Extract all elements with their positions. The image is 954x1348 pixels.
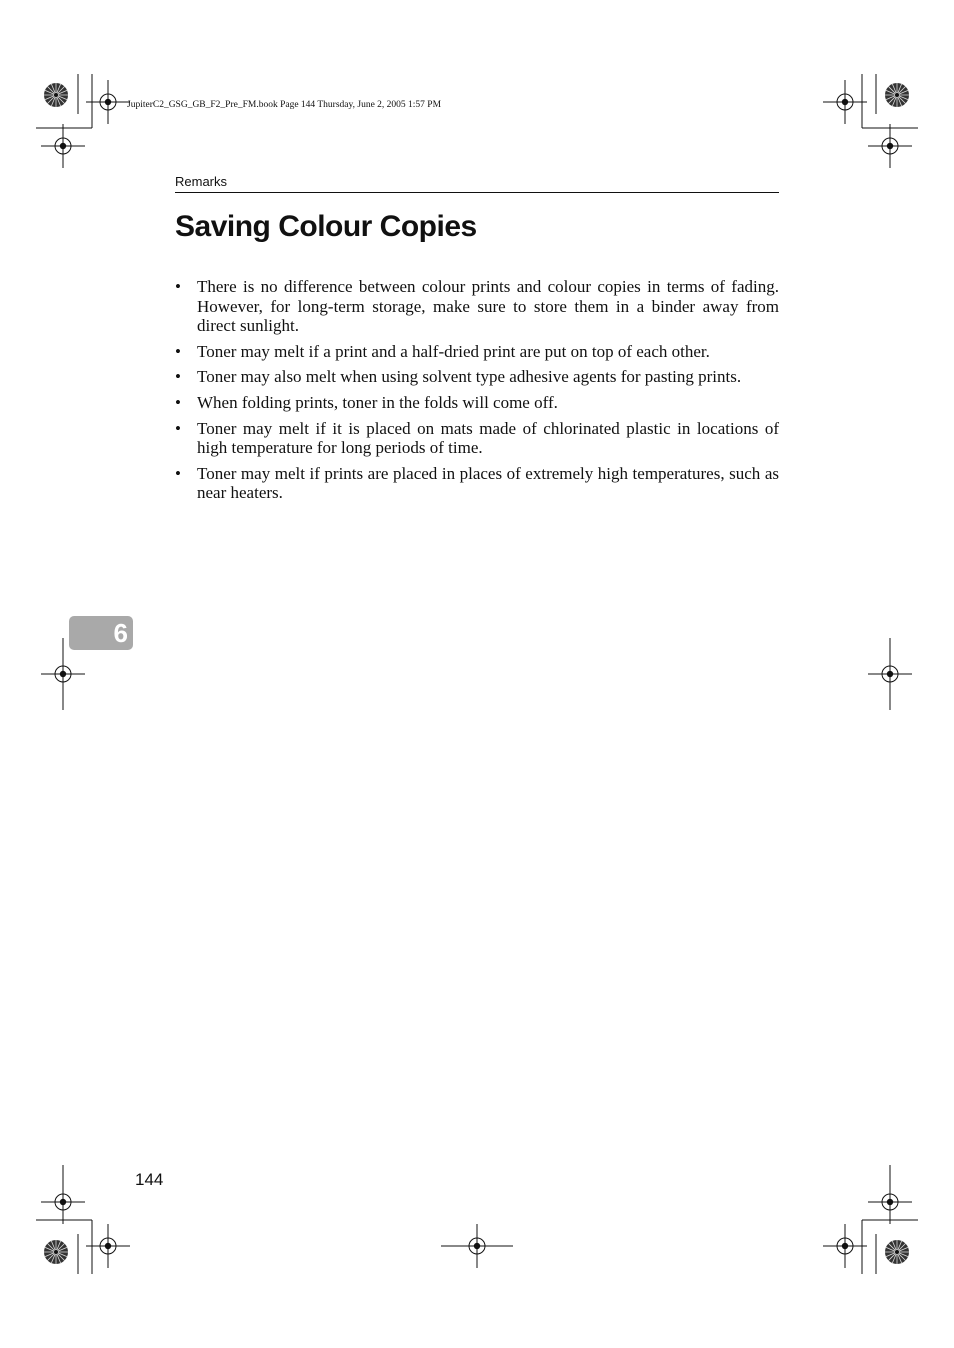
page-title: Saving Colour Copies (175, 210, 477, 243)
registration-mark (41, 124, 85, 168)
bullet-icon: • (175, 463, 181, 483)
list-item (175, 367, 779, 387)
color-target-bottom-right (885, 1240, 909, 1264)
bullet-icon: • (175, 418, 181, 438)
color-target-top-left (44, 83, 68, 107)
registration-mark (41, 1180, 85, 1224)
list-item-text: Toner may also melt when using solvent type adhesive agents for pasting prints. (197, 367, 742, 387)
list-item-text: Toner may melt if prints are placed in places of extremely high temperatures, such as near heaters. (197, 463, 779, 503)
registration-mark (86, 1224, 130, 1268)
bullet-icon: • (175, 277, 181, 296)
registration-mark (823, 80, 867, 124)
print-slug: JupiterC2_GSG_GB_F2_Pre_FM.book Page 144 Thursday, June 2, 2005 1:57 PM (127, 100, 442, 110)
list-item (175, 419, 779, 458)
list-item-text: There is no difference between colour prints and colour copies in terms of fading. However, for long-term storage, make sure to store them in a binder away from direct sunlight. (197, 277, 779, 336)
registration-mark (86, 80, 130, 124)
chapter-tab (69, 616, 133, 650)
list-item-text: Toner may melt if it is placed on mats made of chlorinated plastic in locations of high temperature for long periods of time. (197, 418, 779, 458)
list-item (175, 342, 779, 362)
registration-mark (868, 1180, 912, 1224)
header-rule (175, 192, 779, 193)
list-item-text: When folding prints, toner in the folds will come off. (197, 392, 558, 412)
list-item (175, 464, 779, 503)
registration-mark (823, 1224, 867, 1268)
page-number: 144 (135, 1170, 164, 1189)
remarks-list (175, 277, 779, 509)
bullet-icon: • (175, 392, 181, 412)
color-target-bottom-left (44, 1240, 68, 1264)
running-header: Remarks (175, 174, 228, 189)
chapter-number: 6 (113, 618, 128, 648)
list-item (175, 277, 779, 336)
color-target-top-right (885, 83, 909, 107)
list-item (175, 393, 779, 413)
list-item-text: Toner may melt if a print and a half-dried print are put on top of each other. (197, 341, 710, 361)
registration-mark (868, 124, 912, 168)
bullet-icon: • (175, 341, 181, 361)
bullet-icon: • (175, 367, 181, 387)
